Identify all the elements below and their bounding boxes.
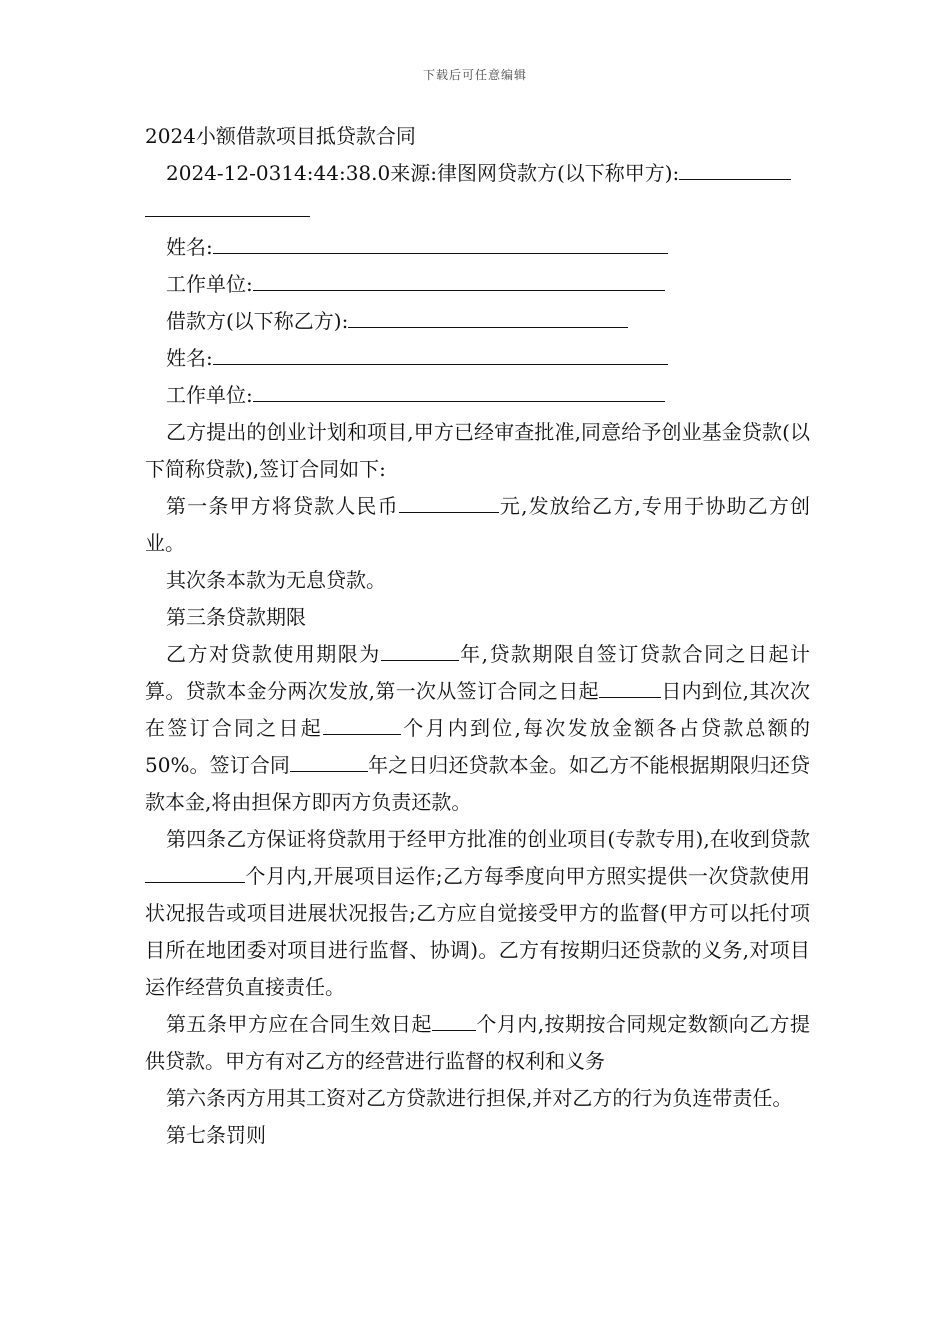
fill-blank: [213, 363, 668, 365]
article-7-title: 第七条罚则: [166, 1123, 266, 1147]
fill-blank: [253, 289, 665, 291]
lender-blank: [679, 178, 791, 180]
fill-blank: [253, 400, 665, 402]
article-1-text-b: 元,发放给乙方,专用于协助乙方创业。: [145, 494, 811, 555]
fill-blank: [348, 326, 628, 328]
article-1-text-a: 第一条甲方将贷款人民币: [166, 494, 399, 518]
article-3-text-d: 个月内到位,每次发放金额各占贷款总额的50%。签订合同: [145, 716, 810, 777]
article-4-text-b: 个月内,开展项目运作;乙方每季度向甲方照实提供一次贷款使用状况报告或项目进展状况报告;乙方应自觉接受甲方的监督(甲方可以托付项目所在地团委对项目进行监督、协调)。乙方有按期归还贷款的义务,对项目运作经营负直接责任。: [145, 864, 810, 999]
article-3: [145, 636, 810, 821]
term-years-blank: [381, 659, 459, 661]
header-note: 下载后可任意编辑: [422, 68, 527, 82]
lender-blank-continued: [145, 192, 310, 217]
months-blank: [145, 881, 245, 883]
amount-blank: [399, 511, 499, 513]
field-label: 工作单位:: [166, 383, 253, 407]
fill-blank: [213, 252, 668, 254]
field-label: 借款方(以下称乙方):: [166, 309, 349, 333]
borrower-field: [145, 303, 810, 340]
article-5-text-b: 个月内,按期按合同规定数额向乙方提供贷款。甲方有对乙方的经营进行监督的权利和义务: [145, 1012, 811, 1073]
article-6: 第六条丙方用其工资对乙方贷款进行担保,并对乙方的行为负连带责任。: [166, 1086, 793, 1110]
article-4: [145, 821, 810, 1006]
document-body: [145, 118, 810, 1154]
field-label: 姓名:: [166, 346, 213, 370]
second-months-blank: [323, 733, 401, 735]
intro-paragraph: 乙方提出的创业计划和项目,甲方已经审查批准,同意给予创业基金贷款(以下简称贷款),签订合同如下:: [145, 420, 810, 481]
lender-name-field: [145, 229, 810, 266]
field-label: 姓名:: [166, 235, 213, 259]
lender-employer-field: [145, 266, 810, 303]
article-5: [145, 1006, 810, 1080]
article-1: [145, 488, 810, 562]
first-days-blank: [599, 696, 661, 698]
article-3-text-c: 日内到位,其次次在签订合同之日起: [145, 679, 811, 740]
article-3-title: 第三条贷款期限: [166, 605, 306, 629]
repay-years-blank: [290, 770, 368, 772]
article-3-text-b: 年,贷款期限自签订贷款合同之日起计算。贷款本金分两次发放,第一次从签订合同之日起: [145, 642, 811, 703]
article-3-text-a: 乙方对贷款使用期限为: [166, 642, 381, 666]
document-title: 2024小额借款项目抵贷款合同: [145, 124, 416, 148]
meta-line-text: 2024-12-0314:44:38.0来源:律图网贷款方(以下称甲方):: [166, 161, 680, 185]
article-2: 其次条本款为无息贷款。: [166, 568, 386, 592]
article-4-text-a: 第四条乙方保证将贷款用于经甲方批准的创业项目(专款专用),在收到贷款: [166, 827, 810, 851]
borrower-employer-field: [145, 377, 810, 414]
article-5-text-a: 第五条甲方应在合同生效日起: [166, 1012, 432, 1036]
borrower-name-field: [145, 340, 810, 377]
article-3-text-e: 年之日归还贷款本金。如乙方不能根据期限归还贷款本金,将由担保方即丙方负责还款。: [145, 753, 811, 814]
field-label: 工作单位:: [166, 272, 253, 296]
months-blank: [432, 1029, 476, 1031]
meta-line: [145, 155, 810, 192]
